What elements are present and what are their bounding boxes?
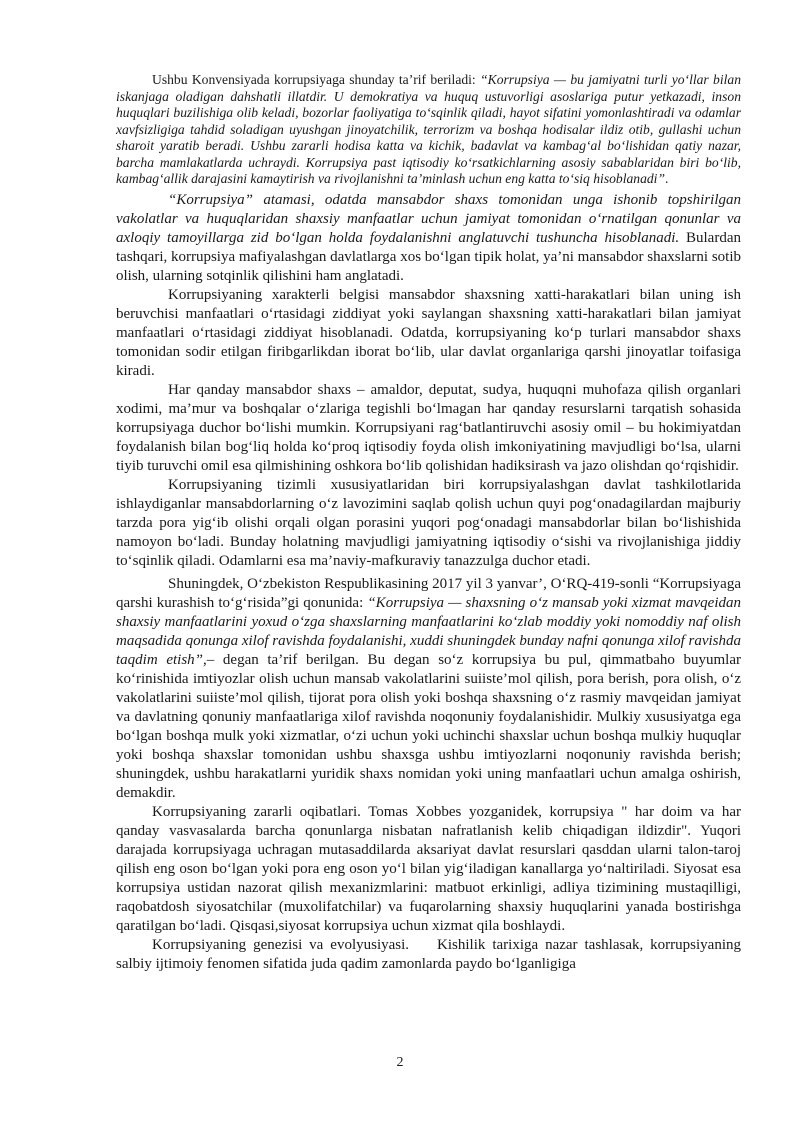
paragraph-genesis (116, 936, 741, 974)
quote-text: “Korrupsiya — bu jamiyatni turli yo‘llar bilan iskanjaga oladigan dahshatli illatdir. U demokratiya va huquq ustuvorligi asoslariga putur yetkazadi, inson huquqlari buzilishiga olib keladi, bozorlar faoliyatiga to‘sqinlik qiladi, hayot sifatini yomonlashtiradi va odamlar xavfsizligiga tahdid soladigan uyushgan jinoyatchilik, terrorizm va boshqa hodisalar ildiz otib, gullashi uchun sharoit yaratib beradi. Ushbu zararli hodisa katta va kichik, badavlat va kambag‘al bo‘lishidan qatiy nazar, barcha mamlakatlarda uchraydi. Korrupsiya past iqtisodiy ko‘rsatkichlarning asosiy sabablaridan biri bo‘lib, kambag‘allik darajasini kamaytirish va rivojlanishni ta’minlash uchun eng katta to‘siq hisoblanadi” (116, 72, 741, 187)
paragraph-text: Korrupsiyaning xarakterli belgisi mansabdor shaxsning xatti-harakatlari bilan uning ish beruvchisi manfaatlari o‘rtasidagi ziddiyat yoki saylangan shaxsning xatti-harakatlari bilan jamiyat manfaatlari o‘rtasidagi ziddiyat hisoblanadi. Odatda, korrupsiyaning ko‘p turlari mansabdor shaxs tomonidan sodir etilgan firibgarlikdan iborat bo‘lib, ular davlat organlariga qarshi jinoyatlar toifasiga kiradi. (116, 286, 741, 379)
page-number: 2 (396, 1055, 404, 1070)
paragraph-text: Bulardan tashqari, korrupsiya mafiyalashgan davlatlarga xos bo‘lgan tipik holat, ya’ni mansabdor shaxslarni sotib olish, ularning sotqinlik qilishini ham anglatadi. (116, 229, 741, 284)
paragraph-text: Korrupsiyaning zararli oqibatlari. Tomas Xobbes yozganidek, korrupsiya " har doim va har qanday vasvasalarda barcha qonunlarga nisbatan nafratlanish kelib chiqadigan ildizdir". Yuqori darajada korrupsiyaga uchragan mutasaddilarda aksariyat davlat resurslari qasddan ularni talon-taroj qilish eng oson bo‘lgan yoki pora eng oson yo‘l bilan yig‘iladigan kanallarga yo‘naltiriladi. Siyosat esa korrupsiya ustidan nazorat qilish mexanizmlarini: matbuot erkinligi, adliya tizimining mustaqilligi, raqobatdosh siyosatchilar (muxolifatchilar) va fuqarolarning shaxsiy huquqlarini yanada bostirishga qaratilgan bo‘ladi. Qisqasi,siyosat korrupsiya uchun xizmat qila boshlaydi. (116, 803, 741, 934)
paragraph-convention-definition (116, 72, 741, 188)
paragraph-text: ,– degan ta’rif berilgan. Bu degan so‘z korrupsiya bu pul, qimmatbaho buyumlar ko‘rinishida imtiyozlar olish uchun mansab vakolatlarini suiiste’mol qilish, pora berish, pora olish, o‘z vakolatlarini suiiste’mol qilish, tijorat pora olish yoki boshqa shaxsning o‘z rasmiy mavqeidan jamiyat va davlatning qonuniy manfaatlariga xilof ravishda noqonuniy foydalanishidir. Mulkiy xususiyatga ega bo‘lgan boshqa mulk yoki xizmatlar, o‘zi uchun yoki uchinchi shaxslar uchun boshqa mulkiy huquqlar yoki boshqa shaxslar tomonidan ushbu shaxsga ushbu imtiyozlarni noqonuniy ravishda berish; shuningdek, ushbu harakatlarni yuridik shaxs nomidan yoki uning manfaatlari uchun amalga oshirish, demakdir. (116, 651, 741, 801)
quote-text: “Korrupsiya — shaxsning o‘z mansab yoki xizmat mavqeidan shaxsiy manfaatlarini yoxud o‘zga shaxslarning manfaatlarini ko‘zlab moddiy yoki nomoddiy naf olish maqsadida qonunga xilof ravishda foydalanishi, xuddi shuningdek bunday nafni qonunga xilof ravishda taqdim etish” (116, 594, 741, 668)
paragraph-text: Ushbu Konvensiyada korrupsiyaga shunday ta’rif beriladi: (152, 72, 481, 87)
paragraph-characteristics (116, 286, 741, 381)
document-page (116, 72, 741, 974)
paragraph-text: Korrupsiyaning genezisi va evolyusiyasi. (152, 936, 410, 953)
paragraph-officials (116, 381, 741, 476)
paragraph-text: Kishilik tarixiga nazar tashlasak, korrupsiyaning salbiy ijtimoiy fenomen sifatida juda qadim zamonlarda paydo bo‘lganligiga (116, 936, 741, 972)
paragraph-text: Shuningdek, O‘zbekiston Respublikasining 2017 yil 3 yanvar’, O‘RQ-419-sonli “Korrupsiyaga qarshi kurashish to‘g‘risida”gi qonunida: (116, 575, 741, 611)
paragraph-text: Har qanday mansabdor shaxs – amaldor, deputat, sudya, huquqni muhofaza qilish organlari xodimi, ma’mur va boshqalar o‘zlariga tegishli bo‘lmagan har qanday resurslarni tarqatish sohasida korrupsiyaga duchor bo‘lishi mumkin. Korrupsiyani rag‘batlantiruvchi asosiy omil – bu hokimiyatdan foydalanish bilan bog‘liq holda ko‘proq iqtisodiy foyda olish imkoniyatining mavjudligi bo‘lsa, ularni tiyib turuvchi omil esa qilmishining oshkora bo‘lib qolishidan hadiksirash va jazo olishdan qo‘rqishidir. (116, 381, 741, 474)
quote-text: “Korrupsiya” atamasi, odatda mansabdor shaxs tomonidan unga ishonib topshirilgan vakolatlar va huquqlaridan shaxsiy manfaatlar uchun jamiyat tomonidan o‘rnatilgan qonunlar va axloqiy tamoyillarga zid bo‘lgan holda foydalanishni anglatuvchi tushuncha hisoblanadi. (116, 191, 741, 246)
paragraph-harmful-consequences (116, 803, 741, 936)
paragraph-systemic-features (116, 476, 741, 571)
paragraph-text: . (665, 171, 669, 187)
paragraph-term-definition (116, 191, 741, 286)
paragraph-text: Korrupsiyaning tizimli xususiyatlaridan biri korrupsiyalashgan davlat tashkilotlarida ishlaydiganlar mansabdorlarning o‘z lavozimini saqlab qolish uchun quyi pog‘onadagilardan majburiy tarzda pora yig‘ib olishi orqali olgan porasini yuqori pog‘onadagi mansabdorlar bilan bo‘lishishida namoyon bo‘ladi. Bunday holatning mavjudligi jamiyatning iqtisodiy o‘sishi va rivojlanishiga jiddiy to‘sqinlik qiladi. Odamlarni esa ma’naviy-mafkuraviy tanazzulga duchor etadi. (116, 476, 741, 569)
paragraph-law-definition (116, 575, 741, 803)
